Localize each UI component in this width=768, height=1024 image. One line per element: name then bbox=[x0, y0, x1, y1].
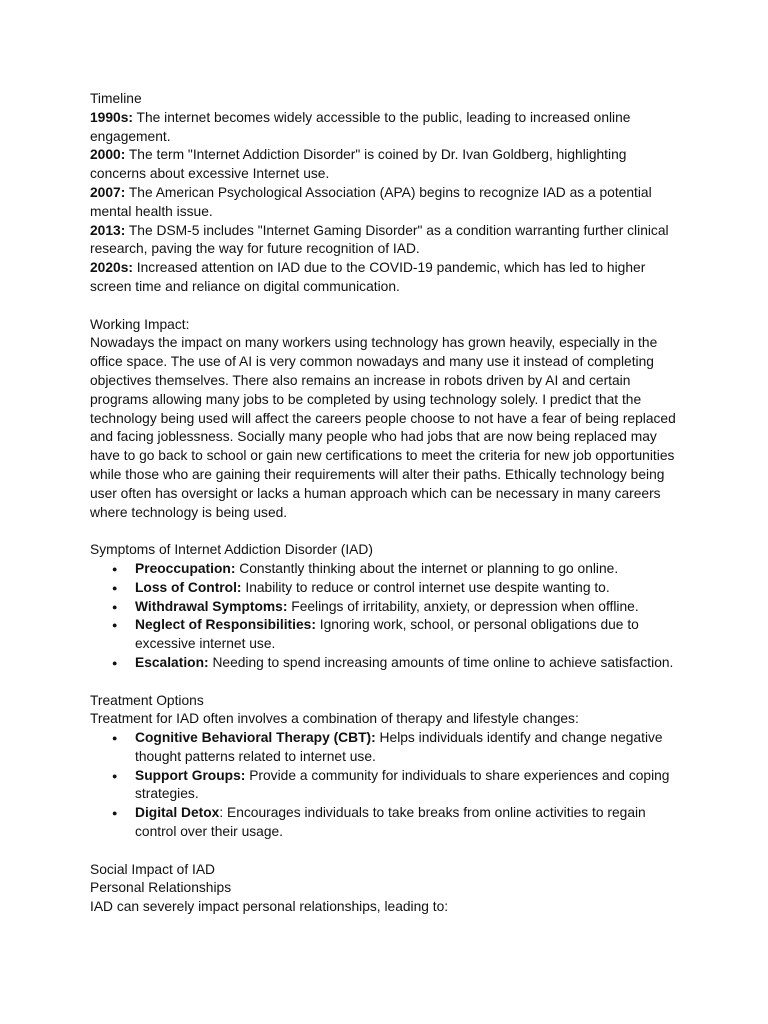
timeline-entry bbox=[90, 259, 680, 297]
list-item bbox=[135, 729, 680, 767]
timeline-entry-text: The DSM-5 includes "Internet Gaming Disorder" as a condition warranting further clinical research, paving the way for future recognition of IAD. bbox=[90, 222, 669, 257]
list-item bbox=[135, 804, 680, 842]
timeline-heading: Timeline bbox=[90, 91, 142, 106]
list-item-text: Provide a community for individuals to share experiences and coping strategies. bbox=[135, 767, 670, 802]
timeline-entry-text: The American Psychological Association (APA) begins to recognize IAD as a potential mental health issue. bbox=[90, 184, 652, 219]
list-item-label: Support Groups: bbox=[135, 767, 246, 783]
paragraph-gap bbox=[90, 842, 680, 861]
social-impact-heading: Social Impact of IAD bbox=[90, 861, 215, 877]
working-impact-heading: Working Impact: bbox=[90, 316, 190, 332]
timeline-entry bbox=[90, 146, 680, 184]
list-item-text: Helps individuals identify and change negative thought patterns related to internet use. bbox=[135, 730, 663, 764]
list-item-text: Needing to spend increasing amounts of time online to achieve satisfaction. bbox=[208, 654, 674, 670]
list-item-label: Escalation: bbox=[135, 654, 209, 670]
timeline-entry-text: The internet becomes widely accessible to the public, leading to increased online engagement. bbox=[90, 109, 631, 144]
timeline-entry bbox=[90, 109, 680, 147]
list-item bbox=[135, 767, 680, 805]
list-item-label: Neglect of Responsibilities: bbox=[135, 617, 316, 633]
timeline-entry-label: 2020s: bbox=[90, 260, 133, 276]
list-item-label: Withdrawal Symptoms: bbox=[135, 598, 288, 614]
list-item-text: Constantly thinking about the internet or planning to go online. bbox=[235, 560, 619, 576]
list-item-text: Feelings of irritability, anxiety, or depression when offline. bbox=[287, 598, 639, 614]
list-item-label: Cognitive Behavioral Therapy (CBT): bbox=[135, 730, 376, 746]
treatment-intro: Treatment for IAD often involves a combination of therapy and lifestyle changes: bbox=[90, 711, 579, 727]
working-impact-paragraph: Nowadays the impact on many workers using technology has grown heavily, especially in the office space. The use of AI is very common nowadays and many use it instead of completing objectives themselves. There also remains an increase in robots driven by AI and certain programs allowing many jobs to be completed by using technology solely. I predict that the technology being used will affect the careers people choose to not have a fear of being replaced and facing joblessness. Socially many people who had jobs that are now being replaced may have to go back to school or gain new certifications to meet the criteria for new job opportunities while those who are gaining their requirements will alter their paths. Ethically technology being user often has oversight or lacks a human approach which can be necessary in many careers where technology is being used. bbox=[90, 335, 676, 520]
timeline-entry-label: 2013: bbox=[90, 222, 126, 238]
list-item bbox=[135, 560, 680, 579]
list-item-text: Ignoring work, school, or personal obligations due to excessive internet use. bbox=[135, 617, 639, 652]
timeline-entry-label: 1990s: bbox=[90, 109, 133, 125]
symptoms-list bbox=[90, 560, 680, 673]
paragraph-gap bbox=[90, 673, 680, 692]
list-item bbox=[135, 654, 680, 673]
list-item-label: Preoccupation: bbox=[135, 560, 236, 576]
list-item bbox=[135, 598, 680, 617]
treatment-list bbox=[90, 729, 680, 842]
timeline-entry-text: Increased attention on IAD due to the COVID-19 pandemic, which has led to higher screen time and reliance on digital communication. bbox=[90, 260, 646, 294]
list-item-label: Digital Detox bbox=[135, 805, 220, 821]
list-item-text: Inability to reduce or control internet use despite wanting to. bbox=[241, 579, 610, 595]
list-item-text: : Encourages individuals to take breaks from online activities to regain control over their usage. bbox=[135, 805, 646, 840]
paragraph-gap bbox=[90, 297, 680, 316]
social-impact-intro: IAD can severely impact personal relationships, leading to: bbox=[90, 899, 449, 915]
symptoms-heading: Symptoms of Internet Addiction Disorder (IAD) bbox=[90, 542, 373, 558]
timeline-entry-label: 2000: bbox=[90, 147, 126, 163]
treatment-heading: Treatment Options bbox=[90, 692, 204, 708]
timeline-entry bbox=[90, 222, 680, 260]
list-item bbox=[135, 579, 680, 598]
timeline-entry bbox=[90, 184, 680, 222]
list-item-label: Loss of Control: bbox=[135, 579, 242, 595]
list-item bbox=[135, 616, 680, 654]
paragraph-gap bbox=[90, 522, 680, 541]
personal-relationships-subheading: Personal Relationships bbox=[90, 880, 232, 896]
timeline-entry-label: 2007: bbox=[90, 184, 126, 200]
timeline-entry-text: The term "Internet Addiction Disorder" is coined by Dr. Ivan Goldberg, highlighting concerns about excessive Internet use. bbox=[90, 147, 627, 182]
